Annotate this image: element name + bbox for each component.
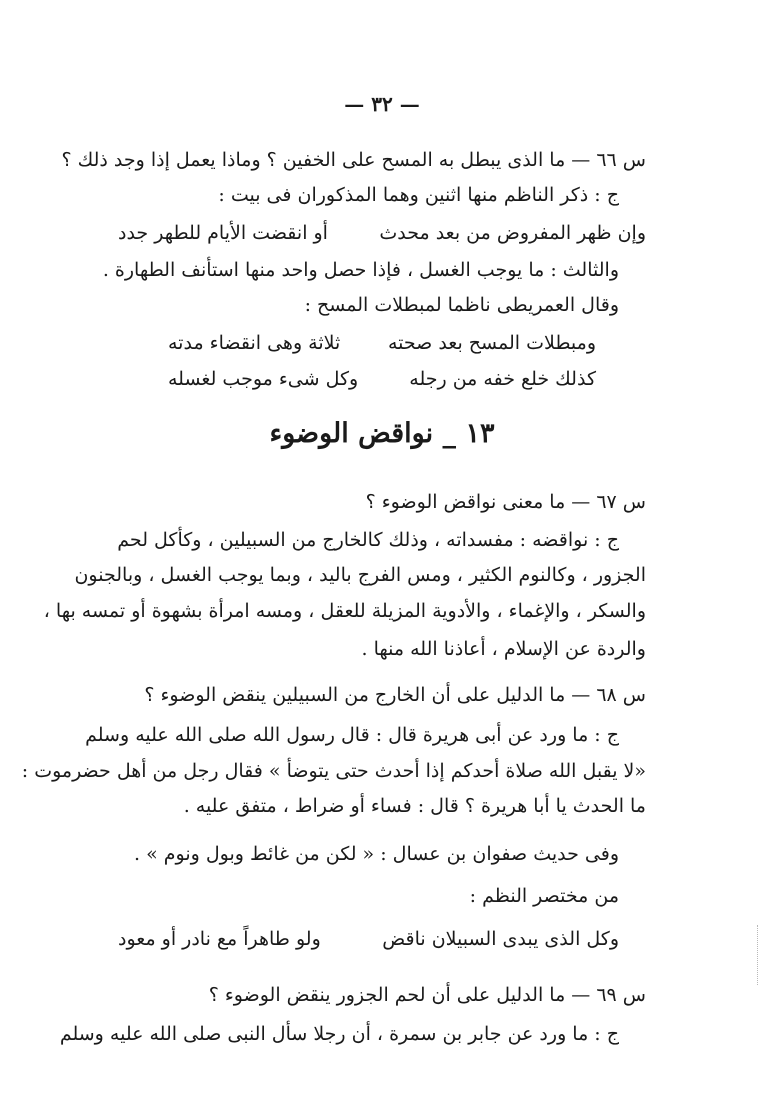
verse-line: [118, 924, 619, 954]
answer-67-line-2: الجزور ، وكالنوم الكثير ، ومس الفرج باليد ، وبما يوجب الغسل ، وبالجنون: [74, 564, 646, 586]
answer-69-line-1: ج : ما ورد عن جابر بن سمرة ، أن رجلا سأل النبى صلى الله عليه وسلم: [59, 1023, 619, 1045]
answer-68-line-3: ما الحدث يا أبا هريرة ؟ قال : فساء أو ضراط ، متفق عليه .: [183, 795, 646, 817]
verse-hemistich-left: أو انقضت الأيام للطهر جدد: [118, 222, 328, 244]
verse-line: [118, 218, 646, 248]
verse-hemistich-right: وكل الذى يبدى السبيلان ناقض: [382, 928, 619, 950]
answer-68-line-4: وفى حديث صفوان بن عسال : « لكن من غائط وبول ونوم » .: [134, 843, 619, 865]
verse-line: [168, 328, 596, 358]
answer-68-line-5: من مختصر النظم :: [469, 885, 619, 907]
answer-66-line-3: وقال العمريطى ناظما لمبطلات المسح :: [304, 294, 619, 316]
question-68: س ٦٨ — ما الدليل على أن الخارج من السبيلين ينقض الوضوء ؟: [144, 684, 646, 706]
verse-hemistich-right: كذلك خلع خفه من رجله: [409, 368, 596, 390]
verse-hemistich-left: ثلاثة وهى انقضاء مدته: [168, 332, 341, 354]
verse-hemistich-right: ومبطلات المسح بعد صحته: [387, 332, 596, 354]
answer-67-line-3: والسكر ، والإغماء ، والأدوية المزيلة للعقل ، ومسه امرأة بشهوة أو تمسه بها ،: [43, 600, 646, 622]
section-heading: ١٣ _ نواقض الوضوء: [269, 418, 495, 449]
verse-hemistich-left: وكل شىء موجب لغسله: [168, 368, 359, 390]
question-69: س ٦٩ — ما الدليل على أن لحم الجزور ينقض الوضوء ؟: [208, 984, 646, 1006]
verse-hemistich-right: وإن ظهر المفروض من بعد محدث: [379, 222, 646, 244]
verse-line: [168, 364, 596, 394]
answer-68-line-1: ج : ما ورد عن أبى هريرة قال : قال رسول الله صلى الله عليه وسلم: [85, 724, 619, 746]
answer-68-line-2: «لا يقبل الله صلاة أحدكم إذا أحدث حتى يتوضأ » فقال رجل من أهل حضرموت :: [21, 760, 646, 782]
page-edge-mark: [755, 925, 758, 985]
question-67: س ٦٧ — ما معنى نواقض الوضوء ؟: [365, 491, 646, 513]
answer-67-line-4: والردة عن الإسلام ، أعاذنا الله منها .: [361, 638, 646, 660]
answer-66-line-2: والثالث : ما يوجب الغسل ، فإذا حصل واحد منها استأنف الطهارة .: [102, 259, 619, 281]
page-number: — ٣٢ —: [344, 92, 420, 116]
question-66: س ٦٦ — ما الذى يبطل به المسح على الخفين ؟ وماذا يعمل إذا وجد ذلك ؟: [61, 149, 646, 171]
verse-hemistich-left: ولو طاهراً مع نادر أو معود: [118, 928, 321, 950]
answer-67-line-1: ج : نواقضه : مفسداته ، وذلك كالخارج من السبيلين ، وكأكل لحم: [117, 529, 619, 551]
answer-66-line-1: ج : ذكر الناظم منها اثنين وهما المذكوران فى بيت :: [218, 184, 619, 206]
